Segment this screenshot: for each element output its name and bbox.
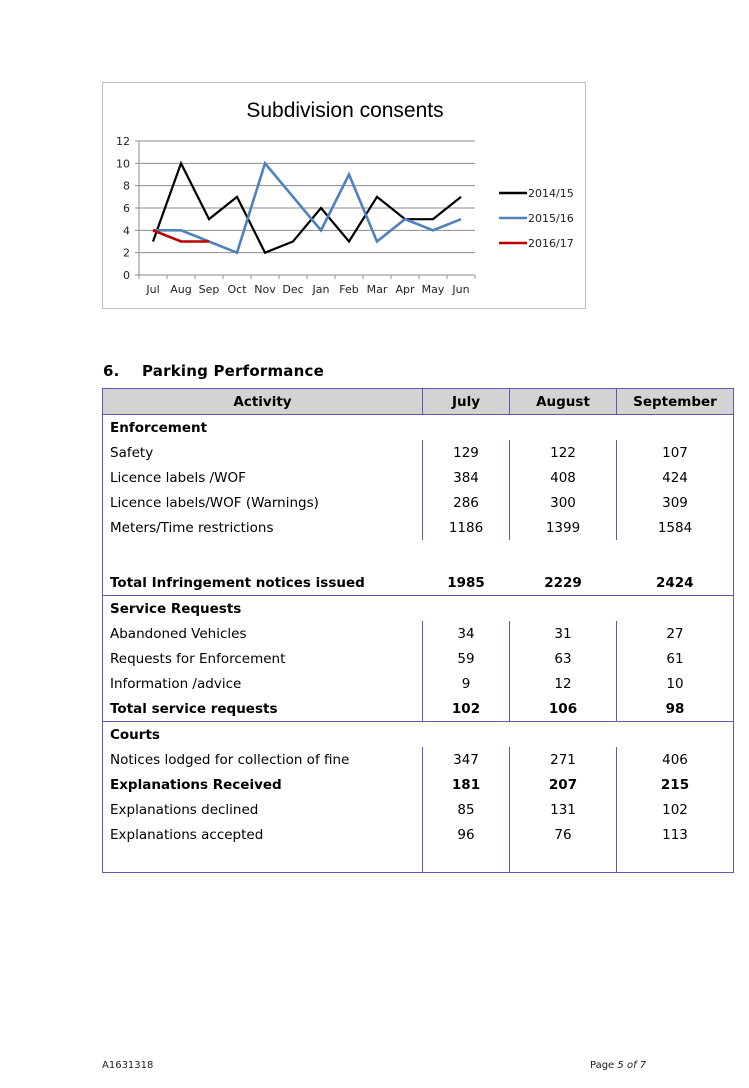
- x-tick-label: May: [421, 283, 445, 296]
- table-row: [103, 515, 734, 540]
- x-tick-label: Nov: [254, 283, 276, 296]
- group-header-courts: [103, 722, 734, 748]
- section-heading: [103, 362, 324, 380]
- cell-september: 406: [617, 747, 734, 772]
- cell-september: 309: [617, 490, 734, 515]
- table-header-row: [103, 389, 734, 415]
- cell-august: 2229: [544, 574, 582, 591]
- x-tick-label: Jun: [452, 283, 470, 296]
- cell-august: 12: [510, 671, 617, 696]
- row-label: Total service requests: [103, 696, 423, 722]
- cell-august: 300: [510, 490, 617, 515]
- cell-august: 31: [510, 621, 617, 646]
- cell-august: 131: [510, 797, 617, 822]
- table-row: [103, 671, 734, 696]
- cell-july: 384: [423, 465, 510, 490]
- cell-august: 271: [510, 747, 617, 772]
- cell-july: 347: [423, 747, 510, 772]
- cell-september: 98: [617, 696, 734, 722]
- spacer-row: [103, 847, 734, 873]
- table-row: [103, 747, 734, 772]
- group-header-enforcement: [103, 415, 734, 441]
- page-num: 5: [617, 1060, 624, 1071]
- cell-september: 61: [617, 646, 734, 671]
- cell-july: 96: [423, 822, 510, 847]
- chart-svg: [103, 83, 587, 310]
- cell-july: 286: [423, 490, 510, 515]
- y-tick-label: 10: [116, 157, 130, 171]
- cell-september: 27: [617, 621, 734, 646]
- x-tick-label: Jul: [146, 283, 160, 296]
- row-label: Meters/Time restrictions: [103, 515, 423, 540]
- cell-september: 2424: [617, 570, 734, 596]
- series-line-2016-17: [153, 230, 209, 241]
- row-label: Licence labels /WOF: [103, 465, 423, 490]
- cell-august: 63: [510, 646, 617, 671]
- group-title: Courts: [103, 722, 423, 748]
- cell-august: 1399: [510, 515, 617, 540]
- cell-july: 102: [423, 696, 510, 722]
- row-label: Requests for Enforcement: [103, 646, 423, 671]
- cell-july: 1186: [423, 515, 510, 540]
- header-july: July: [423, 389, 510, 415]
- cell-september: 107: [617, 440, 734, 465]
- page-prefix: Page: [590, 1060, 618, 1071]
- row-label: Abandoned Vehicles: [103, 621, 423, 646]
- table-row: [103, 646, 734, 671]
- spacer-row: [103, 540, 734, 570]
- cell-july: 34: [423, 621, 510, 646]
- y-tick-label: 4: [123, 224, 130, 238]
- group-title: Enforcement: [103, 415, 423, 441]
- table-row: [103, 621, 734, 646]
- cell-july: 9: [423, 671, 510, 696]
- cell-july: 85: [423, 797, 510, 822]
- table-row: [103, 772, 734, 797]
- row-label: Explanations declined: [103, 797, 423, 822]
- row-label: Notices lodged for collection of fine: [103, 747, 423, 772]
- cell-july: 1985: [447, 574, 485, 591]
- cell-september: 10: [617, 671, 734, 696]
- header-september: September: [617, 389, 734, 415]
- x-tick-label: Jan: [312, 283, 330, 296]
- legend-label: 2014/15: [528, 187, 574, 200]
- cell-august: 122: [510, 440, 617, 465]
- page-of: of 7: [623, 1060, 647, 1071]
- x-tick-label: Dec: [282, 283, 304, 296]
- x-tick-label: Apr: [395, 283, 415, 296]
- cell-august: 106: [510, 696, 617, 722]
- y-tick-label: 8: [123, 179, 130, 193]
- document-id: A1631318: [102, 1060, 154, 1071]
- header-activity: Activity: [103, 389, 423, 415]
- row-label: Explanations Received: [103, 772, 423, 797]
- y-tick-label: 6: [123, 202, 130, 215]
- legend-label: 2015/16: [528, 212, 574, 225]
- section-title: Parking Performance: [142, 362, 324, 380]
- table-row: [103, 797, 734, 822]
- header-august: August: [510, 389, 617, 415]
- row-label: Total Infringement notices issued: [103, 570, 423, 596]
- cell-september: 215: [617, 772, 734, 797]
- cell-july: 59: [423, 646, 510, 671]
- cell-september: 102: [617, 797, 734, 822]
- cell-september: 113: [617, 822, 734, 847]
- table-row: [103, 490, 734, 515]
- cell-september: 1584: [617, 515, 734, 540]
- group-header-service-requests: [103, 596, 734, 622]
- y-tick-label: 12: [116, 135, 130, 148]
- row-label: Licence labels/WOF (Warnings): [103, 490, 423, 515]
- x-tick-label: Feb: [339, 283, 359, 296]
- subdivision-consents-chart: [102, 82, 586, 309]
- cell-july: 129: [423, 440, 510, 465]
- cell-july: 181: [423, 772, 510, 797]
- table-row: [103, 440, 734, 465]
- cell-august: 207: [510, 772, 617, 797]
- row-label: Safety: [103, 440, 423, 465]
- parking-performance-table: [102, 388, 734, 873]
- row-label: Information /advice: [103, 671, 423, 696]
- cell-august: 76: [510, 822, 617, 847]
- x-tick-label: Sep: [198, 283, 220, 296]
- section-number: 6.: [103, 362, 120, 380]
- x-tick-label: Aug: [170, 283, 192, 296]
- total-row: [103, 570, 734, 596]
- row-label: Explanations accepted: [103, 822, 423, 847]
- table-row: [103, 465, 734, 490]
- cell-september: 424: [617, 465, 734, 490]
- y-tick-label: 0: [123, 269, 130, 282]
- legend-label: 2016/17: [528, 237, 574, 250]
- x-tick-label: Mar: [366, 283, 388, 296]
- table-row: [103, 822, 734, 847]
- total-row: [103, 696, 734, 722]
- group-title: Service Requests: [103, 596, 423, 622]
- x-tick-label: Oct: [227, 283, 247, 296]
- chart-title: Subdivision consents: [246, 99, 444, 122]
- cell-august: 408: [510, 465, 617, 490]
- page-number: [590, 1060, 646, 1071]
- y-tick-label: 2: [123, 246, 130, 260]
